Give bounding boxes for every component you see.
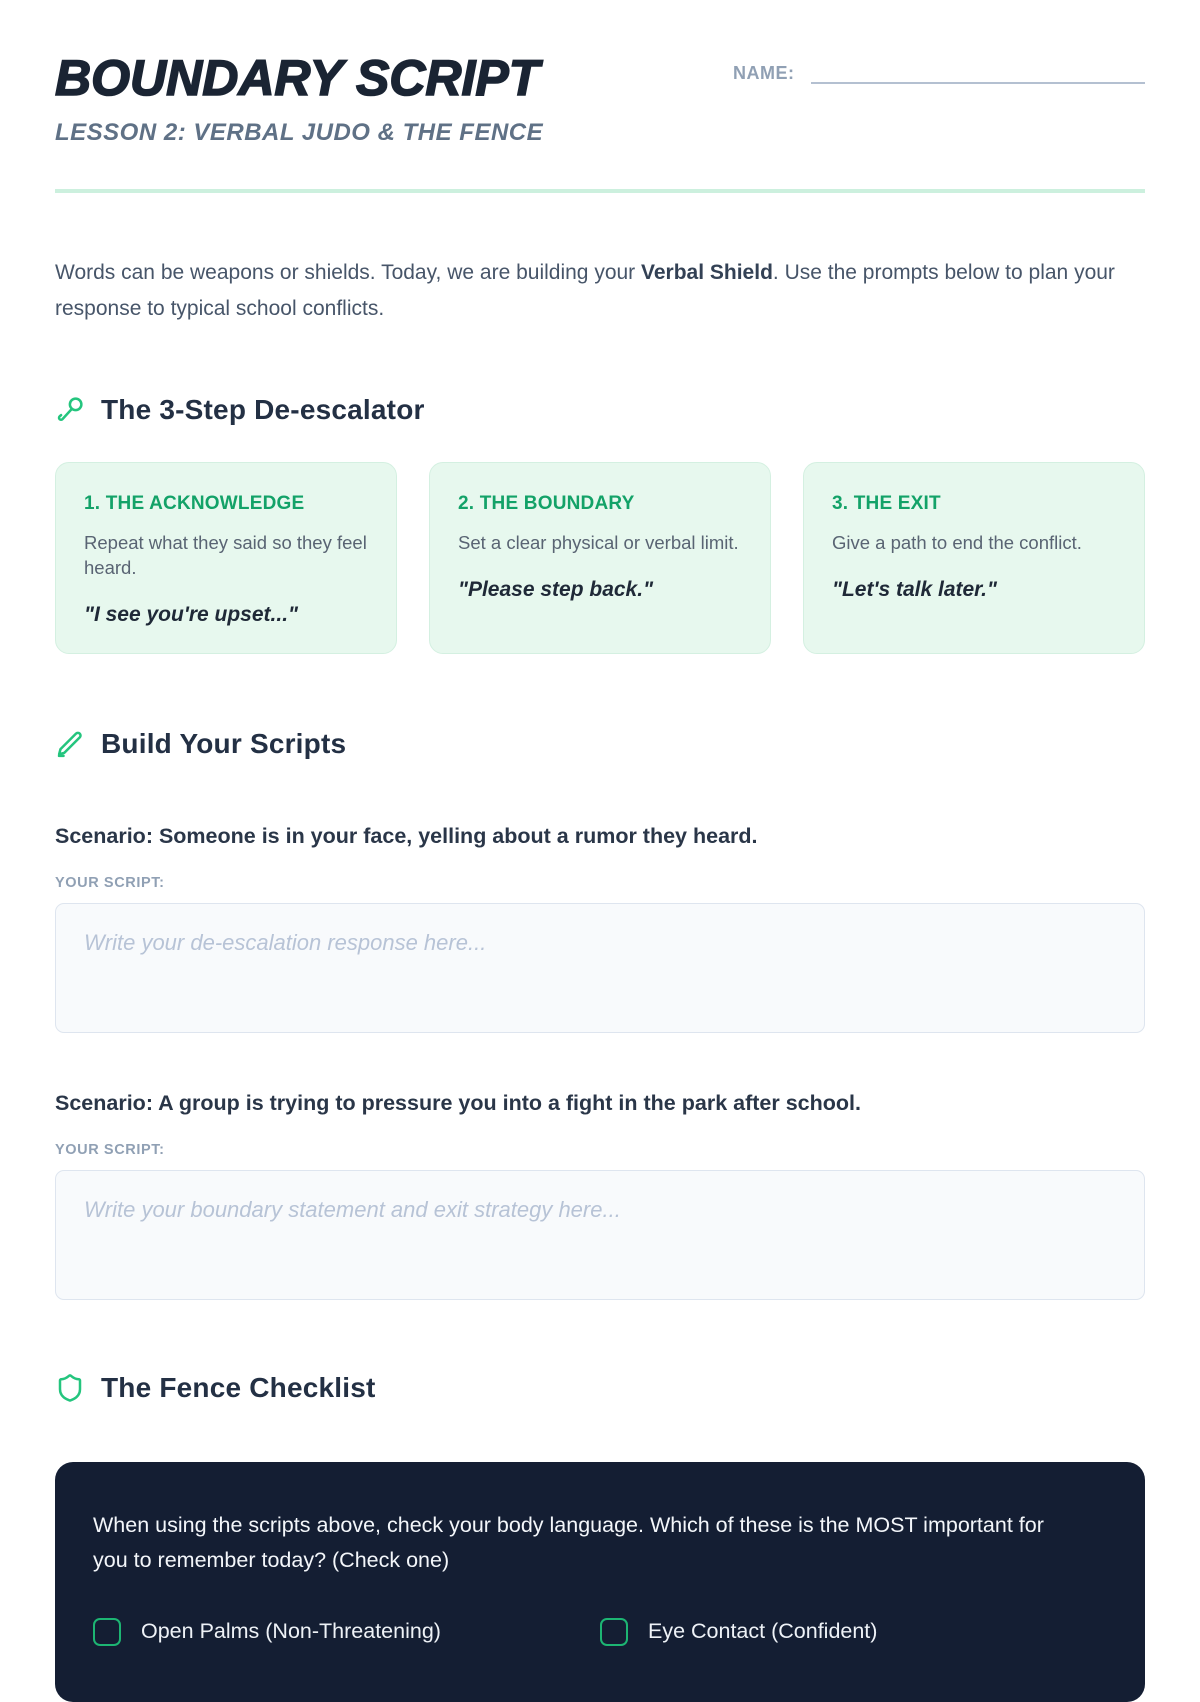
card-exit: [803, 462, 1145, 654]
option-open-palms[interactable]: [93, 1618, 600, 1646]
section-deescalator-heading: [55, 394, 1145, 426]
page-title: BOUNDARY SCRIPT: [55, 50, 540, 106]
intro-paragraph: [55, 255, 1115, 329]
name-input[interactable]: [811, 58, 1146, 84]
scenario-2-text: Scenario: A group is trying to pressure you into a fight in the park after school.: [55, 1090, 861, 1115]
card-acknowledge: [55, 462, 397, 654]
card-quote: "Please step back.": [458, 577, 654, 601]
checklist-options: [93, 1618, 1107, 1646]
card-boundary: [429, 462, 771, 654]
section-checklist-title: The Fence Checklist: [101, 1371, 376, 1403]
script-textarea-1[interactable]: [55, 903, 1145, 1033]
card-title: 3. THE EXIT: [832, 493, 941, 514]
section-deescalator-title: The 3-Step De-escalator: [101, 394, 425, 425]
checkbox-open-palms[interactable]: [93, 1618, 121, 1646]
option-eye-contact-label: Eye Contact (Confident): [648, 1619, 878, 1644]
card-quote: "Let's talk later.": [832, 577, 997, 601]
name-label: NAME:: [733, 63, 795, 83]
name-field-group: [733, 58, 1145, 84]
header-divider: [55, 189, 1145, 193]
option-eye-contact[interactable]: [600, 1618, 1107, 1646]
page-subtitle: LESSON 2: VERBAL JUDO & THE FENCE: [55, 118, 544, 146]
scenario-1-text: Scenario: Someone is in your face, yelling about a rumor they heard.: [55, 823, 758, 848]
shield-icon: [55, 1373, 85, 1403]
card-title: 2. THE BOUNDARY: [458, 493, 635, 514]
option-open-palms-label: Open Palms (Non-Threatening): [141, 1619, 441, 1644]
deescalator-cards: [55, 462, 1145, 654]
card-body: Give a path to end the conflict.: [832, 532, 1082, 553]
card-body: Set a clear physical or verbal limit.: [458, 532, 739, 553]
microphone-icon: [55, 395, 85, 425]
section-checklist-heading: [55, 1372, 1145, 1404]
script-block-2: [55, 1091, 1145, 1300]
script-block-1: [55, 824, 1145, 1033]
your-script-label-2: YOUR SCRIPT:: [55, 1141, 165, 1158]
fence-checklist-panel: [55, 1462, 1145, 1702]
intro-text-2: . Use the prompts below to plan your response to typical school conflicts.: [55, 260, 1115, 321]
card-body: Repeat what they said so they feel heard.: [84, 532, 367, 578]
card-title: 1. THE ACKNOWLEDGE: [84, 493, 305, 514]
your-script-label-1: YOUR SCRIPT:: [55, 874, 165, 891]
intro-bold-phrase: Verbal Shield: [641, 260, 773, 284]
checkbox-eye-contact[interactable]: [600, 1618, 628, 1646]
header: [55, 52, 1145, 147]
section-scripts-title: Build Your Scripts: [101, 727, 347, 759]
worksheet-page: [0, 52, 1200, 1702]
script-textarea-2[interactable]: [55, 1170, 1145, 1300]
checklist-prompt: When using the scripts above, check your body language. Which of these is the MOST important for you to remember today? (Check one): [93, 1512, 1044, 1572]
pen-icon: [55, 729, 85, 759]
card-quote: "I see you're upset...": [84, 602, 298, 626]
section-scripts-heading: [55, 728, 1145, 760]
title-block: [55, 52, 543, 147]
intro-text-1: Words can be weapons or shields. Today, we are building your: [55, 260, 642, 284]
